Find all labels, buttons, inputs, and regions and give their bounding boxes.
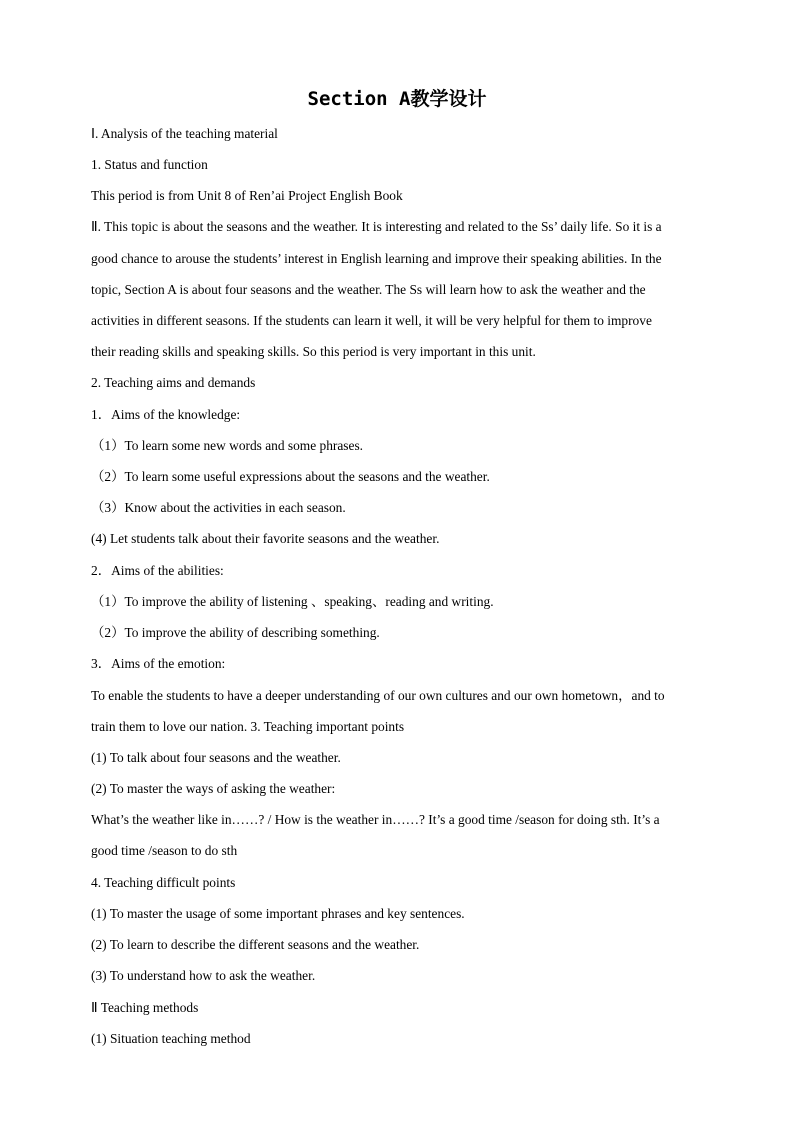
- text-line-19: To enable the students to have a deeper understanding of our own cultures and our own hometown，and to: [91, 688, 665, 703]
- text-line-29: Ⅱ Teaching methods: [91, 1000, 199, 1015]
- text-line-5: good chance to arouse the students’ interest in English learning and improve their speaking abilities. In the: [91, 251, 662, 266]
- text-line-3: This period is from Unit 8 of Ren’ai Project English Book: [91, 188, 403, 203]
- document-title: Section A教学设计: [307, 88, 487, 110]
- text-line-17: （2）To improve the ability of describing something.: [91, 625, 380, 640]
- text-line-1: Ⅰ. Analysis of the teaching material: [91, 126, 278, 141]
- text-line-20: train them to love our nation. 3. Teaching important points: [91, 719, 405, 734]
- text-line-26: (1) To master the usage of some important phrases and key sentences.: [91, 906, 465, 921]
- text-line-7: activities in different seasons. If the students can learn it well, it will be very helpful for them to improve: [91, 313, 652, 328]
- text-line-30: (1) Situation teaching method: [91, 1031, 251, 1046]
- text-line-21: (1) To talk about four seasons and the weather.: [91, 750, 341, 765]
- text-line-23: What’s the weather like in……? / How is the weather in……? It’s a good time /season for doing sth. It’s a: [91, 812, 660, 827]
- text-line-25: 4. Teaching difficult points: [91, 875, 236, 890]
- text-line-8: their reading skills and speaking skills. So this period is very important in this unit.: [91, 344, 536, 359]
- text-line-11: （1）To learn some new words and some phrases.: [91, 438, 364, 453]
- text-line-18: 3．Aims of the emotion:: [91, 656, 226, 671]
- text-line-22: (2) To master the ways of asking the weather:: [91, 781, 336, 796]
- text-line-9: 2. Teaching aims and demands: [91, 375, 256, 390]
- text-line-27: (2) To learn to describe the different seasons and the weather.: [91, 937, 420, 952]
- text-line-13: （3）Know about the activities in each season.: [91, 500, 346, 515]
- text-line-6: topic, Section A is about four seasons and the weather. The Ss will learn how to ask the weather and the: [91, 282, 646, 297]
- text-line-15: 2．Aims of the abilities:: [91, 563, 224, 578]
- text-line-12: （2）To learn some useful expressions about the seasons and the weather.: [91, 469, 490, 484]
- text-line-4: Ⅱ. This topic is about the seasons and the weather. It is interesting and related to the Ss’ daily life. So it is a: [91, 219, 662, 234]
- text-line-2: 1. Status and function: [91, 157, 208, 172]
- text-line-14: (4) Let students talk about their favorite seasons and the weather.: [91, 531, 440, 546]
- text-line-16: （1）To improve the ability of listening 、speaking、reading and writing.: [91, 594, 494, 609]
- text-line-10: 1．Aims of the knowledge:: [91, 407, 241, 422]
- text-line-24: good time /season to do sth: [91, 843, 238, 858]
- text-line-28: (3) To understand how to ask the weather.: [91, 968, 316, 983]
